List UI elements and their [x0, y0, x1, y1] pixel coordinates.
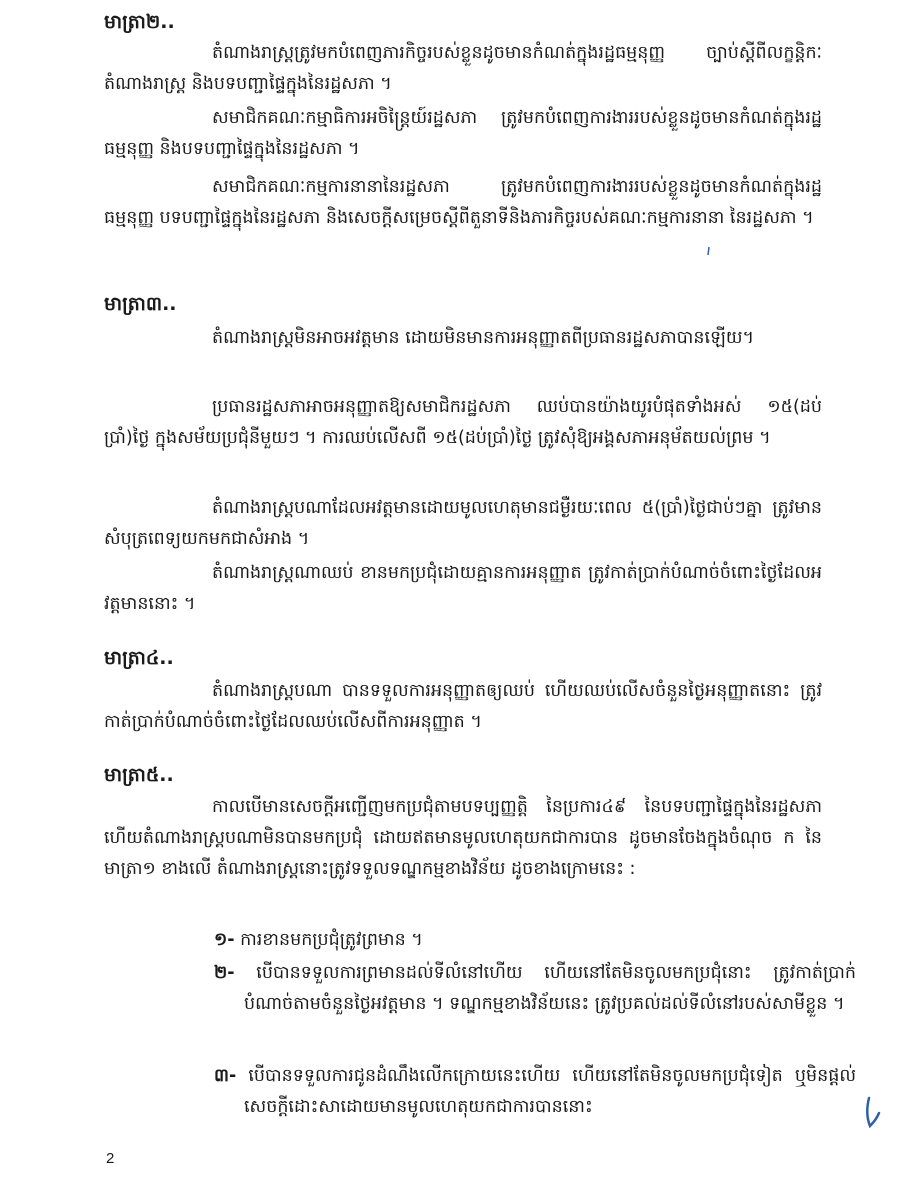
list-item-text: ការខានមកប្រជុំត្រូវព្រមាន ។ — [240, 930, 423, 950]
article-2-heading: មាត្រា២.. — [104, 11, 175, 33]
article-3-heading: មាត្រា៣.. — [104, 293, 177, 315]
article-4-paragraph-1: តំណាងរាស្ត្របណា បានទទួលការអនុញ្ញាតឲ្យឈប់ ហើយឈប់លើសចំនួនថ្ងៃអនុញ្ញាតនោះ ត្រូវកាត់ប្រាក់បំណាច់ចំពោះថ្ងៃដែលឈប់លើសពីការអនុញ្ញាត ។ — [104, 681, 822, 732]
page-number: 2 — [106, 1150, 115, 1167]
article-2-paragraph-3: សមាជិកគណៈកម្មការនានានៃរដ្ឋសភា ត្រូវមកបំពេញការងាររបស់ខ្លួនដូចមានកំណត់ក្នុងរដ្ឋធម្មនុញ្ញ បទបញ្ជាផ្ទៃក្នុងនៃរដ្ឋសភា និងសេចក្ដីសម្រេចស្ដីពីតួនាទីនិងភារកិច្ចរបស់គណៈកម្មការនានា នៃរដ្ឋសភា ។ — [104, 177, 822, 228]
list-item-text: បើបានទទួលការព្រមានដល់ទីលំនៅហើយ ហើយនៅតែមិនចូលមកប្រជុំនោះ ត្រូវកាត់ប្រាក់បំណាច់តាមចំនួនថ្ងៃអវត្តមាន ។ ទណ្ឌកម្មខាងវិន័យនេះ ត្រូវប្រគល់ដល់ទីលំនៅរបស់សាមីខ្លួន ។ — [244, 963, 856, 1014]
pen-check-mark — [862, 1096, 884, 1130]
list-item-number: ២- — [214, 963, 235, 983]
article-3-paragraph-2: ប្រធានរដ្ឋសភាអាចអនុញ្ញាតឱ្យសមាជិករដ្ឋសភា ឈប់បានយ៉ាងយូរបំផុតទាំងអស់ ១៥(ដប់ប្រាំ)ថ្ងៃ ក្នុងសម័យប្រជុំនីមួយៗ ។ ការឈប់លើសពី ១៥(ដប់ប្រាំ)ថ្ងៃ ត្រូវសុំឱ្យអង្គសភាអនុម័តយល់ព្រម ។ — [104, 397, 822, 448]
list-item — [214, 958, 856, 1020]
list-item-text: បើបានទទួលការជូនដំណឹងលើកក្រោយនេះហើយ ហើយនៅតែមិនចូលមកប្រជុំទៀត ឬមិនផ្ដល់សេចក្ដីដោះសាដោយមានមូលហេតុយកជាការបាននោះ — [244, 1066, 856, 1117]
article-2-paragraph-1: តំណាងរាស្ត្រត្រូវមកបំពេញភារកិច្ចរបស់ខ្លួនដូចមានកំណត់ក្នុងរដ្ឋធម្មនុញ្ញ ច្បាប់ស្ដីពីលក្ខន្តិកៈតំណាងរាស្ត្រ និងបទបញ្ជាផ្ទៃក្នុងនៃរដ្ឋសភា ។ — [104, 43, 822, 94]
list-item-number: ១- — [214, 930, 235, 950]
article-5-paragraph-1: កាលបើមានសេចក្ដីអញ្ជើញមកប្រជុំតាមបទប្បញ្ញត្តិ នៃប្រការ៤៩ នៃបទបញ្ជាផ្ទៃក្នុងនៃរដ្ឋសភា ហើយតំណាងរាស្ត្របណាមិនបានមកប្រជុំ ដោយឥតមានមូលហេតុយកជាការបាន ដូចមានចែងក្នុងចំណុច ក នៃមាត្រា១ ខាងលើ តំណាងរាស្ត្រនោះត្រូវទទួលទណ្ឌកម្មខាងវិន័យ ដូចខាងក្រោមនេះ : — [104, 797, 822, 879]
list-item-number: ៣- — [214, 1066, 237, 1086]
pen-dot-mark — [706, 246, 712, 256]
list-item — [214, 1061, 856, 1123]
article-5-heading: មាត្រា៥.. — [104, 764, 174, 786]
article-3-paragraph-1: តំណាងរាស្ត្រមិនអាចអវត្តមាន ដោយមិនមានការអនុញ្ញាតពីប្រធានរដ្ឋសភាបានឡើយ។ — [212, 328, 755, 348]
article-4-heading: មាត្រា៤.. — [104, 647, 174, 669]
article-2-paragraph-2: សមាជិកគណៈកម្មាធិការអចិន្ត្រៃយ៍រដ្ឋសភា ត្រូវមកបំពេញការងាររបស់ខ្លួនដូចមានកំណត់ក្នុងរដ្ឋធម្មនុញ្ញ និងបទបញ្ជាផ្ទៃក្នុងនៃរដ្ឋសភា ។ — [104, 108, 822, 159]
list-item — [214, 925, 856, 956]
article-3-paragraph-4: តំណាងរាស្ត្រណាឈប់ ខានមកប្រជុំដោយគ្មានការអនុញ្ញាត ត្រូវកាត់ប្រាក់បំណាច់ចំពោះថ្ងៃដែលអវត្តមាននោះ ។ — [104, 563, 822, 614]
article-3-paragraph-3: តំណាងរាស្ត្របណាដែលអវត្តមានដោយមូលហេតុមានជម្ងឺរយៈពេល ៥(ប្រាំ)ថ្ងៃជាប់ៗគ្នា ត្រូវមានសំបុត្រពេទ្យយកមកជាសំអាង ។ — [104, 498, 822, 549]
